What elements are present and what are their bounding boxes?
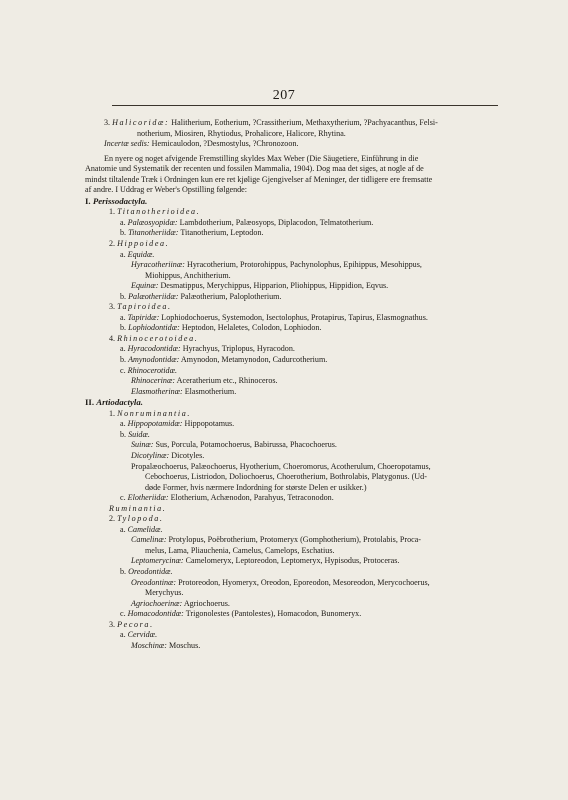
text-span: Agriochoerinæ: xyxy=(131,598,183,608)
text-span: Desmatippus, Merychippus, Hipparion, Pliohippus, Hippidion, Eqvus. xyxy=(158,281,389,291)
text-span: Artiodactyla. xyxy=(96,397,143,408)
text-span: Hyracotheriinæ: xyxy=(131,260,185,270)
text-span: En nyere og noget afvigende Fremstilling skyldes Max Weber (Die Säugetiere, Einführung in die xyxy=(104,153,419,163)
text-span: Elasmotherium. xyxy=(182,386,237,396)
text-span: 3. xyxy=(104,118,113,127)
text-line xyxy=(85,641,505,652)
text-span: Oreodontinæ: xyxy=(131,577,177,587)
text-span: Dicotyles. xyxy=(169,450,205,460)
text-span: Leptomerycinæ: xyxy=(131,556,184,566)
text-span: c. xyxy=(120,609,128,619)
text-span: af andre. I Uddrag er Weber's Opstilling følgende: xyxy=(85,185,248,195)
text-span: Suinæ: xyxy=(131,440,154,450)
text-span: Tapiroidea. xyxy=(117,302,172,312)
text-line xyxy=(85,409,505,420)
text-span: Protylopus, Poëbrotherium, Protomeryx (Gomphotherium), Protolabis, Proca- xyxy=(166,535,422,545)
text-span: Moschus. xyxy=(166,640,201,650)
text-span: Camelomeryx, Leptoreodon, Leptomeryx, Hypisodus, Protoceras. xyxy=(183,556,400,566)
text-span: Camelinæ: xyxy=(131,535,167,545)
text-line xyxy=(85,430,505,441)
text-span: Perissodactyla. xyxy=(92,195,148,206)
text-span: Protoreodon, Hyomeryx, Oreodon, Eporeodon, Mesoreodon, Merycochoerus, xyxy=(176,577,430,587)
text-line xyxy=(85,218,505,229)
text-span: Hippopotamus. xyxy=(182,419,235,429)
page-body xyxy=(85,118,505,651)
text-span: Merychyus. xyxy=(145,588,184,598)
text-line xyxy=(85,525,505,536)
text-span: 2. xyxy=(109,514,118,524)
text-span: a. xyxy=(120,249,128,259)
text-line xyxy=(85,355,505,366)
text-span: Lophiodontidæ: xyxy=(128,323,180,333)
text-line xyxy=(85,504,505,515)
text-span: Camelidæ. xyxy=(127,524,163,534)
text-span: Palæotherium, Paloplotherium. xyxy=(178,291,282,301)
text-span: Miohippus, Anchitherium. xyxy=(145,270,231,280)
text-span: Rhinocerotoidea. xyxy=(117,333,199,343)
text-line xyxy=(85,567,505,578)
text-span: Lophiodochoerus, Systemodon, Isectolophus, Protapirus, Tapirus, Elasmognathus. xyxy=(159,312,428,322)
page-number: 207 xyxy=(272,88,296,103)
text-line xyxy=(85,344,505,355)
text-span: Equinæ: xyxy=(131,281,159,291)
text-line xyxy=(85,483,505,494)
text-line xyxy=(85,366,505,377)
text-span: II. xyxy=(85,397,97,408)
text-line xyxy=(85,175,505,186)
text-span: Lambdotherium, Palæosyops, Diplacodon, Telmatotherium. xyxy=(177,217,374,227)
text-span: 1. xyxy=(109,207,118,217)
text-span: Incertæ sedis: xyxy=(104,139,150,149)
text-span: c. xyxy=(120,365,128,375)
text-span: Heptodon, Helaletes, Colodon, Lophiodon. xyxy=(179,323,322,333)
text-line xyxy=(85,207,505,218)
text-span: b. xyxy=(120,228,129,238)
text-span: c. xyxy=(120,493,128,503)
text-span: Rhinocerinæ: xyxy=(131,376,176,386)
text-line xyxy=(85,250,505,261)
text-span: a. xyxy=(120,419,128,429)
text-span: Titanotherioidea. xyxy=(117,207,201,217)
text-span: a. xyxy=(120,312,128,322)
text-line xyxy=(85,609,505,620)
text-span: melus, Lama, Pliauchenia, Camelus, Camelops, Eschatius. xyxy=(145,545,335,555)
text-line xyxy=(85,260,505,271)
text-span: 1. xyxy=(109,408,118,418)
text-span: Oreodontidæ. xyxy=(128,566,173,576)
text-span: Dicotylinæ: xyxy=(131,450,170,460)
text-span: Hyrachyus, Triplopus, Hyracodon. xyxy=(180,344,295,354)
text-span: Hippopotamidæ: xyxy=(127,419,183,429)
text-line xyxy=(85,164,505,175)
text-span: notherium, Miosiren, Rhytiodus, Prohalicore, Halicore, Rhytina. xyxy=(137,128,346,138)
text-span: Hyracodontidæ: xyxy=(127,344,181,354)
text-span: Palæotheriidæ: xyxy=(128,291,179,301)
text-line xyxy=(85,588,505,599)
text-line xyxy=(85,334,505,345)
text-span: Trigonolestes (Pantolestes), Homacodon, Bunomeryx. xyxy=(183,609,362,619)
text-span: Halicoridæ: xyxy=(112,118,170,127)
text-line xyxy=(85,129,505,140)
text-line xyxy=(85,281,505,292)
header-rule xyxy=(112,105,498,106)
text-span: Rhinocerotidæ. xyxy=(127,365,178,375)
text-line xyxy=(85,451,505,462)
text-span: Ruminantia. xyxy=(109,503,167,513)
text-line xyxy=(85,228,505,239)
text-line xyxy=(85,185,505,196)
text-span: Tylopoda. xyxy=(117,514,164,524)
text-span: Aceratherium etc., Rhinoceros. xyxy=(175,376,278,386)
text-span: mindst tiltalende Træk i Ordningen kun ere ret kjølige Gjengivelser af Meninger, der tidligere ere fremsatte xyxy=(85,174,433,184)
text-span: Sus, Porcula, Potamochoerus, Babirussa, Phacochoerus. xyxy=(153,440,337,450)
text-line xyxy=(85,387,505,398)
text-span: b. xyxy=(120,323,129,333)
text-span: a. xyxy=(120,344,128,354)
text-line xyxy=(85,440,505,451)
text-line xyxy=(85,578,505,589)
text-line xyxy=(85,154,505,165)
text-span: 3. xyxy=(109,302,118,312)
text-line xyxy=(85,139,505,150)
text-span: Nonruminantia. xyxy=(117,408,191,418)
text-span: Moschinæ: xyxy=(131,640,167,650)
text-line xyxy=(85,397,505,409)
text-span: b. xyxy=(120,291,129,301)
text-span: a. xyxy=(120,524,128,534)
text-span: Homacodontidæ: xyxy=(127,609,184,619)
text-line xyxy=(85,302,505,313)
text-line xyxy=(85,323,505,334)
text-line xyxy=(85,313,505,324)
text-span: a. xyxy=(120,217,128,227)
text-span: Elasmotherinæ: xyxy=(131,386,183,396)
text-span: b. xyxy=(120,429,129,439)
text-span: døde Former, hvis nærmere Indordning for største Delen er usikker.) xyxy=(145,482,367,492)
text-line xyxy=(85,271,505,282)
text-line xyxy=(85,118,505,129)
text-span: Propalæochoerus, Palæochoerus, Hyotherium, Choeromorus, Acotherulum, Choeropotamus, xyxy=(131,461,431,471)
text-span: I. xyxy=(85,195,93,206)
text-span: Hippoidea. xyxy=(117,239,170,249)
text-line xyxy=(85,462,505,473)
text-line xyxy=(85,292,505,303)
text-line xyxy=(85,376,505,387)
text-span: Titanotheriidæ: xyxy=(128,228,179,238)
text-line xyxy=(85,514,505,525)
text-span: b. xyxy=(120,355,129,365)
text-span: 3. xyxy=(109,619,118,629)
text-span: Pecora. xyxy=(117,619,154,629)
text-line xyxy=(85,599,505,610)
text-line xyxy=(85,472,505,483)
text-span: Titanotherium, Leptodon. xyxy=(178,228,264,238)
text-span: Halitherium, Eotherium, ?Crassitherium, Methaxytherium, ?Pachyacanthus, Felsi- xyxy=(169,118,438,127)
text-line xyxy=(85,419,505,430)
text-span: Cervidæ. xyxy=(127,630,158,640)
text-span: Amynodon, Metamynodon, Cadurcotherium. xyxy=(179,355,328,365)
text-line xyxy=(85,493,505,504)
text-span: b. xyxy=(120,566,129,576)
text-span: 2. xyxy=(109,239,118,249)
text-span: Equidæ. xyxy=(127,249,155,259)
text-span: Elotheriidæ: xyxy=(127,493,169,503)
text-line xyxy=(85,620,505,631)
text-span: Cebochoerus, Listriodon, Doliochoerus, Choerotherium, Bothrolabis, Platygonus. (Ud- xyxy=(145,472,427,482)
text-span: Tapiridæ: xyxy=(127,312,160,322)
text-line xyxy=(85,630,505,641)
text-line xyxy=(85,546,505,557)
text-line xyxy=(85,556,505,567)
text-span: Hyracotherium, Protorohippus, Pachynolophus, Epihippus, Mesohippus, xyxy=(184,260,422,270)
text-line xyxy=(85,535,505,546)
text-line xyxy=(85,239,505,250)
text-span: Palæosyopidæ: xyxy=(127,217,178,227)
text-span: Anatomie und Systematik der recenten und fossilen Mammalia, 1904). Dog maa det siges, at nogle af de xyxy=(85,164,424,174)
text-span: a. xyxy=(120,630,128,640)
text-span: Suidæ. xyxy=(128,429,150,439)
text-line xyxy=(85,196,505,208)
text-span: Hemicaulodon, ?Desmostylus, ?Chronozoon. xyxy=(149,139,299,149)
text-span: Elotherium, Achænodon, Parahyus, Tetraconodon. xyxy=(168,493,334,503)
text-span: Amynodontidæ: xyxy=(128,355,180,365)
text-span: 4. xyxy=(109,333,118,343)
text-span: Agriochoerus. xyxy=(182,598,230,608)
